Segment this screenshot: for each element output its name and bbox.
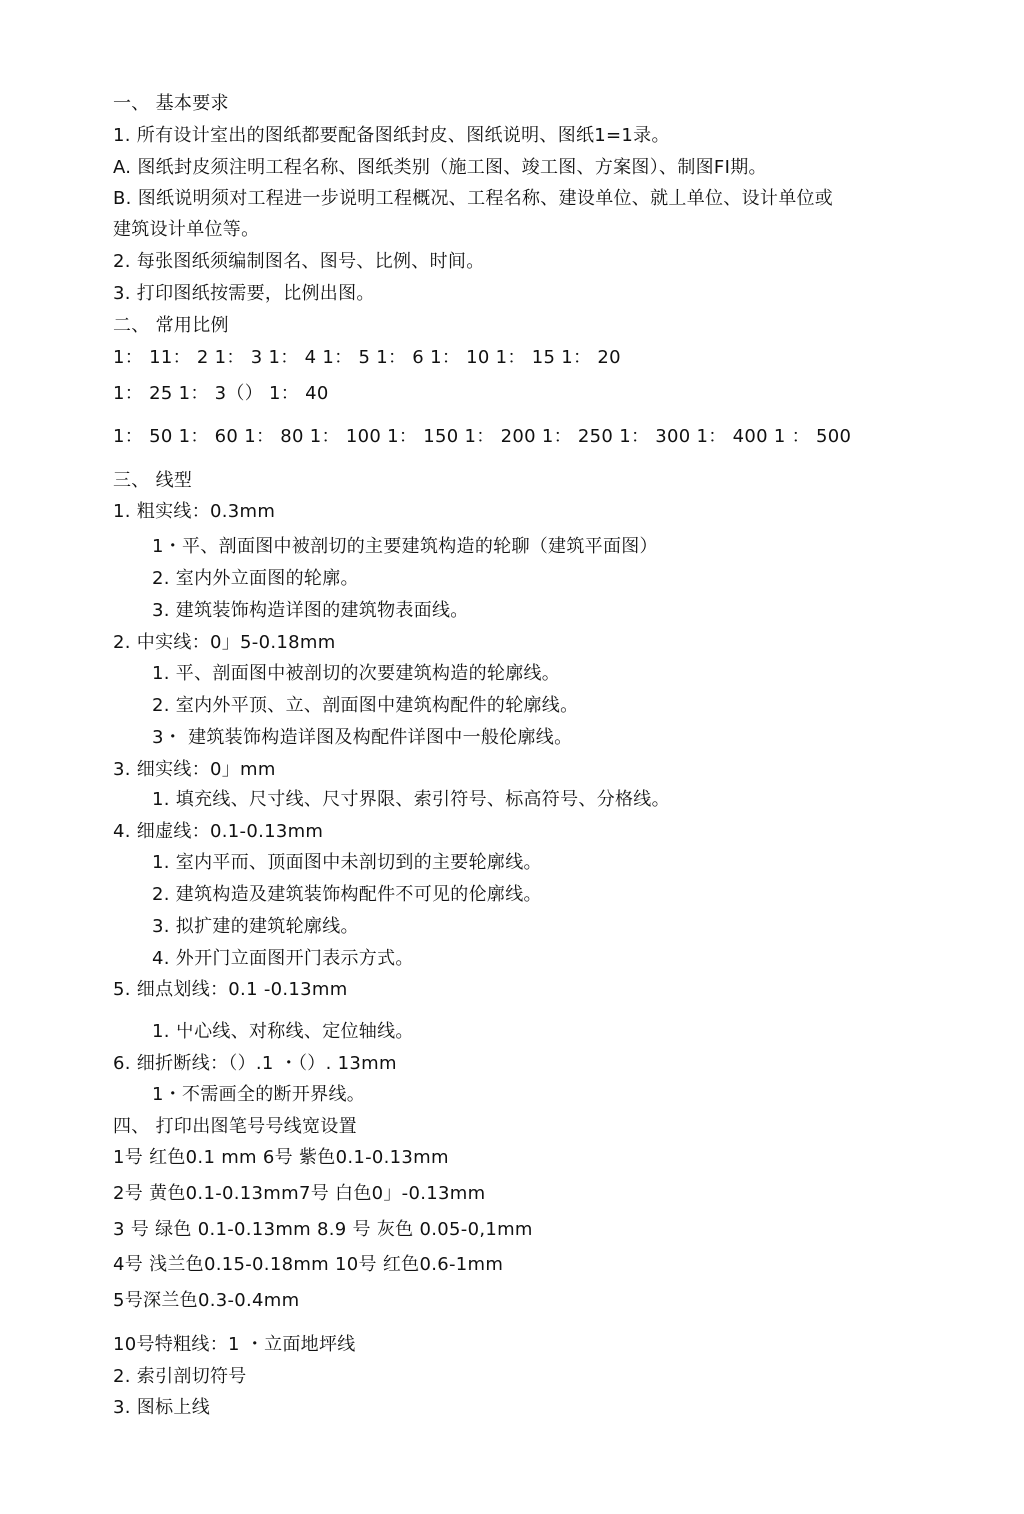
line-type-5: 5. 细点划线：0.1 -0.13mm: [113, 979, 348, 1000]
line-type-2: 2. 中实线：0」5-0.18mm: [113, 632, 336, 653]
line-type-3: 3. 细实线：0」mm: [113, 759, 276, 780]
line-type-4-item-2: 2. 建筑构造及建筑装饰构配件不可见的伦廓线。: [152, 884, 542, 905]
section-heading-common-scales: 二、 常用比例: [113, 315, 229, 336]
line-type-1-item-2: 2. 室内外立面图的轮廓。: [152, 568, 359, 589]
line-type-4: 4. 细虚线：0.1-0.13mm: [113, 821, 324, 842]
line-type-6-item-1: 1・不需画全的断开界线。: [152, 1084, 366, 1105]
extra-thick-line-item-3: 3. 图标上线: [113, 1397, 210, 1418]
pen-setting-row-2: 2号 黄色0.1-0.13mm7号 白色0」-0.13mm: [113, 1183, 486, 1204]
requirement-item-1: 1. 所有设计室出的图纸都要配备图纸封皮、图纸说明、图纸1=1录。: [113, 125, 670, 146]
line-type-6: 6. 细折断线：（）.1 ・（）. 13mm: [113, 1053, 397, 1074]
line-type-2-item-2: 2. 室内外平顶、立、剖面图中建筑构配件的轮廓线。: [152, 695, 579, 716]
line-type-2-item-3: 3・ 建筑装饰构造详图及构配件详图中一般伦廓线。: [152, 727, 573, 748]
scale-row-3: 1： 50 1： 60 1： 80 1： 100 1： 150 1： 200 1： 250 1： 300 1： 400 1 ： 500: [113, 426, 852, 447]
line-type-4-item-1: 1. 室内平而、顶面图中未剖切到的主要轮廓线。: [152, 852, 542, 873]
requirement-item-3: 3. 打印图纸按需要，比例出图。: [113, 283, 375, 304]
line-type-1-item-1: 1・平、剖面图中被剖切的主要建筑构造的轮聊（建筑平面图）: [152, 536, 658, 557]
requirement-item-a: A. 图纸封皮须注明工程名称、图纸类别（施工图、竣工图、方案图）、制图FI期。: [113, 157, 767, 178]
pen-setting-row-3: 3 号 绿色 0.1-0.13mm 8.9 号 灰色 0.05-0,1mm: [113, 1219, 533, 1240]
scale-row-1: 1： 11： 2 1： 3 1： 4 1： 5 1： 6 1： 10 1： 15 1： 20: [113, 347, 621, 368]
line-type-5-item-1: 1. 屮心线、对称线、定位轴线。: [152, 1021, 414, 1042]
extra-thick-line-item-2: 2. 索引剖切符号: [113, 1366, 247, 1387]
pen-setting-row-5: 5号深兰色0.3-0.4mm: [113, 1290, 300, 1311]
line-type-1: 1. 粗实线：0.3mm: [113, 501, 276, 522]
requirement-item-b: B. 图纸说明须对工程进一步说明工程概况、工程名称、建设单位、就丄单位、设计单位或: [113, 188, 834, 209]
pen-setting-row-1: 1号 红色0.1 mm 6号 紫色0.1-0.13mm: [113, 1147, 449, 1168]
scale-row-2: 1： 25 1： 3（） 1： 40: [113, 383, 329, 404]
line-type-2-item-1: 1. 平、剖面图中被剖切的次要建筑构造的轮廓线。: [152, 663, 561, 684]
pen-setting-row-4: 4号 浅兰色0.15-0.18mm 10号 红色0.6-1mm: [113, 1254, 504, 1275]
line-type-1-item-3: 3. 建筑装饰构造详图的建筑物表面线。: [152, 600, 469, 621]
line-type-4-item-4: 4. 外开门立面图开门表示方式。: [152, 948, 414, 969]
section-heading-basic-requirements: 一、 基本要求: [113, 93, 229, 114]
requirement-item-b-continued: 建筑设计单位等。: [113, 219, 260, 240]
section-heading-pen-settings: 四、 打印出图笔号号线宽设置: [113, 1116, 357, 1137]
extra-thick-line-item-1: 10号特粗线：1 ・立面地坪线: [113, 1334, 356, 1355]
line-type-4-item-3: 3. 拟扩建的建筑轮廓线。: [152, 916, 359, 937]
requirement-item-2: 2. 每张图纸须编制图名、图号、比例、时间。: [113, 251, 485, 272]
line-type-3-item-1: 1. 填充线、尺寸线、尺寸界限、索引符号、标高符号、分格线。: [152, 789, 670, 810]
section-heading-line-types: 三、 线型: [113, 470, 193, 491]
